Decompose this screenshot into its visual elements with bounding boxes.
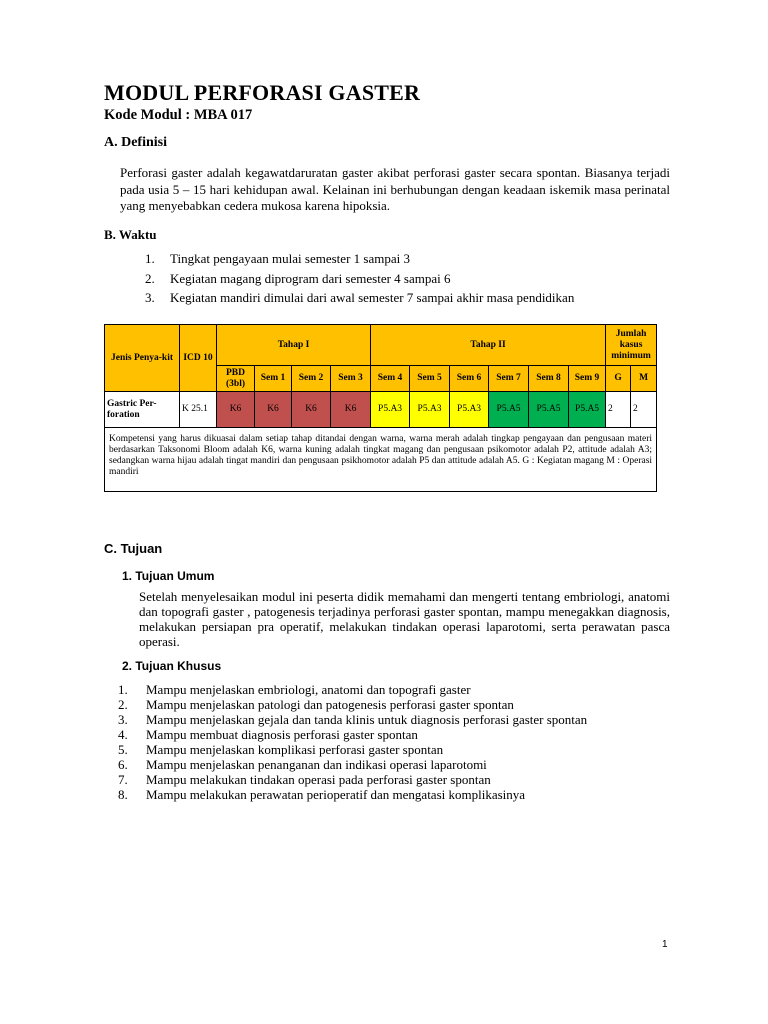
list-item (118, 712, 638, 727)
subheader-cell: Sem 4 (371, 366, 410, 392)
table-row (105, 392, 657, 428)
competency-cell: P5.A5 (529, 392, 569, 428)
subheader-cell: PBD (3bl) (217, 366, 255, 392)
count-m-cell: 2 (631, 392, 657, 428)
list-item-number: 6. (118, 757, 128, 772)
table-note: Kompetensi yang harus dikuasai dalam setiap tahap ditandai dengan warna, warna merah adalah tingkap pengayaan dan pengusaan materi berdasarkan Taksonomi Bloom adalah K6, warna kuning adalah tingkat magang dan pengusaan psikomotor adalah P2, attitude adalah A3; sedangkan warna hijau adalah tingat mandiri dan pengusaan psikhomotor adalah P5 dan attitude adalah A5. G : Kegiatan magang M : Operasi mandiri (105, 428, 657, 492)
page-number: 1 (662, 939, 668, 950)
subheader-cell: Sem 5 (410, 366, 450, 392)
disease-name-cell: Gastric Per-foration (105, 392, 180, 428)
list-item-number: 2. (145, 270, 155, 286)
subheader-cell: Sem 3 (331, 366, 371, 392)
section-a-heading: A. Definisi (104, 135, 167, 150)
subheader-cell: Sem 6 (450, 366, 489, 392)
definition-paragraph: Perforasi gaster adalah kegawatdaruratan gaster akibat perforasi gaster secara spontan. Biasanya terjadi pada usia 5 – 15 hari kehidupan awal. Kelainan ini berhubungan dengan keadaan iskemik masa perinatal yang menyebabkan cedera mukosa karena hipoksia. (120, 165, 670, 213)
header-jenis-penyakit: Jenis Penya-kit (105, 325, 180, 392)
list-item-text: Mampu menjelaskan embriologi, anatomi dan topografi gaster (146, 682, 471, 697)
list-item (118, 742, 638, 757)
header-icd: ICD 10 (180, 325, 217, 392)
subheader-cell: Sem 2 (292, 366, 331, 392)
subheader-cell: M (631, 366, 657, 392)
tujuan-khusus-heading: 2. Tujuan Khusus (122, 659, 222, 673)
tujuan-umum-paragraph: Setelah menyelesaikan modul ini peserta didik memahami dan mengerti tentang embriologi, anatomi dan topografi gaster , patogenesis terjadinya perforasi gaster spontan, mampu menegakkan diagnosis, melakukan persiapan pra operatif, melakukan tindakan operasi laparotomi, serta perawatan pasca operasi. (139, 589, 670, 649)
module-code: Kode Modul : MBA 017 (104, 107, 253, 123)
competency-cell: K6 (292, 392, 331, 428)
list-item-number: 1. (145, 251, 155, 266)
count-g-cell: 2 (606, 392, 631, 428)
list-item-number: 2. (118, 697, 128, 712)
subheader-cell: Sem 1 (255, 366, 292, 392)
icd-code-cell: K 25.1 (180, 392, 217, 428)
list-item-text: Kegiatan mandiri dimulai dari awal semester 7 sampai akhir masa pendidikan (170, 290, 575, 305)
competency-cell: P5.A5 (489, 392, 529, 428)
table-header-row (105, 325, 657, 366)
competency-table (104, 324, 657, 492)
list-item-number: 1. (118, 682, 128, 697)
list-item (145, 271, 665, 291)
list-item-number: 8. (118, 787, 128, 802)
competency-cell: K6 (255, 392, 292, 428)
subheader-cell: Sem 8 (529, 366, 569, 392)
list-item-number: 3. (145, 290, 155, 305)
document-title: MODUL PERFORASI GASTER (104, 80, 421, 105)
waktu-list (145, 251, 665, 310)
competency-cell: K6 (217, 392, 255, 428)
list-item (145, 290, 665, 310)
header-tahap-1: Tahap I (217, 325, 371, 366)
list-item-text: Mampu menjelaskan penanganan dan indikasi operasi laparotomi (146, 757, 487, 772)
list-item-text: Tingkat pengayaan mulai semester 1 sampai 3 (170, 251, 410, 266)
list-item-number: 3. (118, 712, 128, 727)
list-item-number: 4. (118, 727, 128, 742)
list-item (118, 757, 638, 772)
list-item-text: Mampu menjelaskan gejala dan tanda klinis untuk diagnosis perforasi gaster spontan (146, 712, 588, 727)
list-item-text: Kegiatan magang diprogram dari semester 4 sampai 6 (170, 270, 451, 286)
list-item (118, 787, 638, 802)
list-item-text: Mampu membuat diagnosis perforasi gaster spontan (146, 727, 418, 742)
list-item-text: Mampu menjelaskan komplikasi perforasi gaster spontan (146, 742, 444, 757)
table-note-row (105, 428, 657, 492)
header-tahap-2: Tahap II (371, 325, 606, 366)
list-item-number: 5. (118, 742, 128, 757)
section-b-heading: B. Waktu (104, 227, 157, 242)
list-item (118, 772, 638, 787)
competency-cell: P5.A3 (371, 392, 410, 428)
subheader-cell: Sem 9 (569, 366, 606, 392)
section-c-heading: C. Tujuan (104, 541, 163, 556)
list-item-text: Mampu menjelaskan patologi dan patogenesis perforasi gaster spontan (146, 697, 514, 712)
list-item (118, 682, 638, 697)
competency-cell: P5.A5 (569, 392, 606, 428)
competency-cell: P5.A3 (450, 392, 489, 428)
header-jumlah-kasus: Jumlah kasus minimum (606, 325, 657, 366)
list-item-text: Mampu melakukan tindakan operasi pada perforasi gaster spontan (146, 772, 491, 787)
competency-cell: K6 (331, 392, 371, 428)
tujuan-khusus-list (118, 682, 638, 802)
list-item-text: Mampu melakukan perawatan perioperatif dan mengatasi komplikasinya (146, 787, 526, 802)
list-item-number: 7. (118, 772, 128, 787)
subheader-cell: G (606, 366, 631, 392)
list-item (118, 727, 638, 742)
list-item (118, 697, 638, 712)
list-item (145, 251, 665, 271)
competency-cell: P5.A3 (410, 392, 450, 428)
tujuan-umum-heading: 1. Tujuan Umum (122, 569, 215, 583)
subheader-cell: Sem 7 (489, 366, 529, 392)
